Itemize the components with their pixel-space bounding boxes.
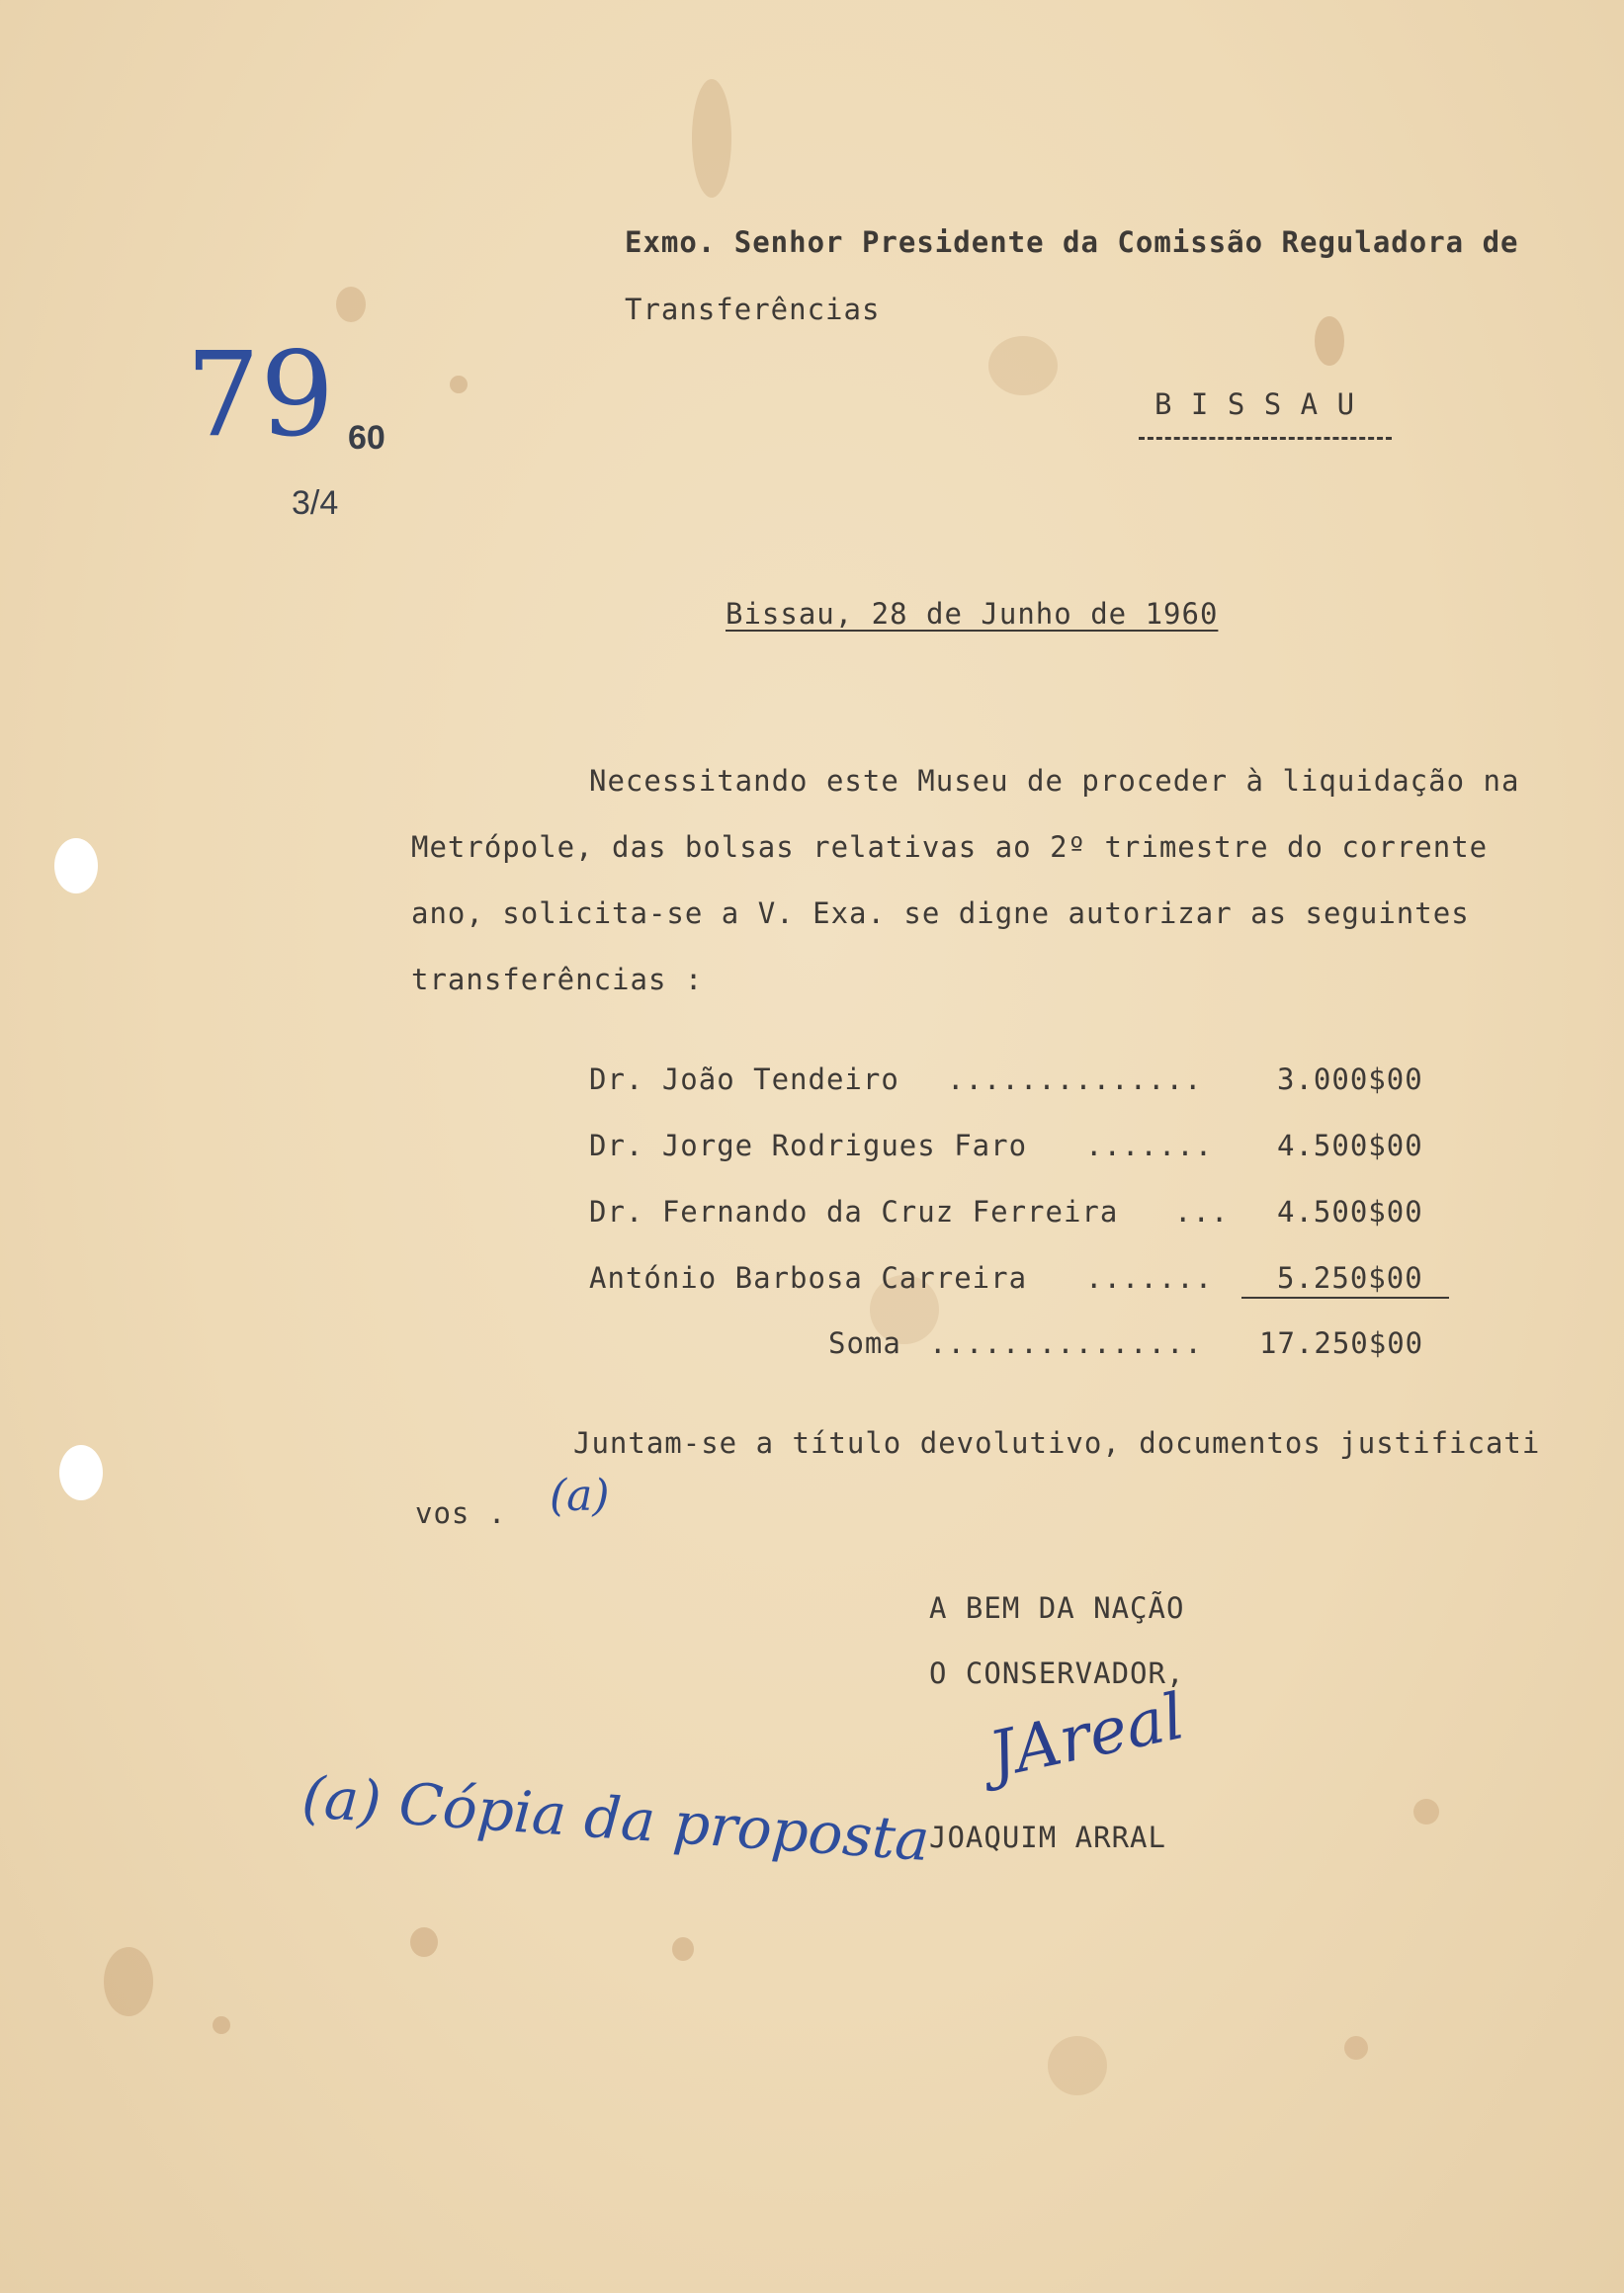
total-amount: 17.250$00 [1259,1326,1424,1360]
stain [1344,2036,1368,2060]
punch-hole-bottom [59,1445,103,1500]
transfer-leader: ....... [1085,1261,1214,1295]
handwritten-mark: (a) [550,1471,610,1521]
body-line-4: transferências : [411,963,704,996]
address-line-2: Transferências [625,293,881,326]
city-heading: B I S S A U [1154,387,1356,421]
transfer-amount: 5.250$00 [1277,1261,1423,1295]
closing-line-2: vos . [415,1496,507,1530]
date-line: Bissau, 28 de Junho de 1960 [726,597,1219,631]
transfer-name: Dr. Jorge Rodrigues Faro [589,1129,1028,1162]
body-line-2: Metrópole, das bolsas relativas ao 2º trimestre do corrente [411,830,1489,864]
stain [1048,2036,1107,2095]
stain [410,1927,438,1957]
transfer-name: Dr. João Tendeiro [589,1062,899,1096]
stain [1413,1799,1439,1825]
handwritten-note: (a) Cópia da proposta [299,1762,932,1875]
stain [213,2016,230,2034]
pencil-year: 60 [348,419,385,457]
sum-rule [1241,1297,1449,1299]
total-label: Soma [828,1326,901,1360]
stain [450,376,468,393]
signer-name: JOAQUIM ARRAL [929,1821,1166,1854]
transfer-leader: ....... [1085,1129,1214,1162]
total-leader: ............... [929,1326,1203,1360]
handwritten-number: 79 [186,326,335,463]
pencil-fraction: 3/4 [292,484,339,522]
stain [988,336,1058,395]
stain [1315,316,1344,366]
signature: JAreal [983,1680,1191,1793]
stain [104,1947,153,2016]
transfer-amount: 3.000$00 [1277,1062,1423,1096]
stain [692,79,731,198]
closing-line-1: Juntam-se a título devolutivo, documentos justificati [573,1426,1541,1460]
body-line-1: Necessitando este Museu de proceder à liquidação na [589,764,1520,798]
transfer-amount: 4.500$00 [1277,1195,1423,1229]
transfer-amount: 4.500$00 [1277,1129,1423,1162]
stain [672,1937,694,1961]
city-underline [1139,437,1392,440]
stain [336,287,366,322]
transfer-leader: ... [1174,1195,1230,1229]
transfer-leader: .............. [947,1062,1203,1096]
transfer-name: António Barbosa Carreira [589,1261,1028,1295]
transfer-name: Dr. Fernando da Cruz Ferreira [589,1195,1119,1229]
closing-motto: A BEM DA NAÇÃO [929,1591,1185,1625]
body-line-3: ano, solicita-se a V. Exa. se digne autorizar as seguintes [411,896,1470,930]
signer-role: O CONSERVADOR, [929,1656,1185,1690]
address-line-1: Exmo. Senhor Presidente da Comissão Reguladora de [625,225,1519,259]
punch-hole-top [54,838,98,893]
